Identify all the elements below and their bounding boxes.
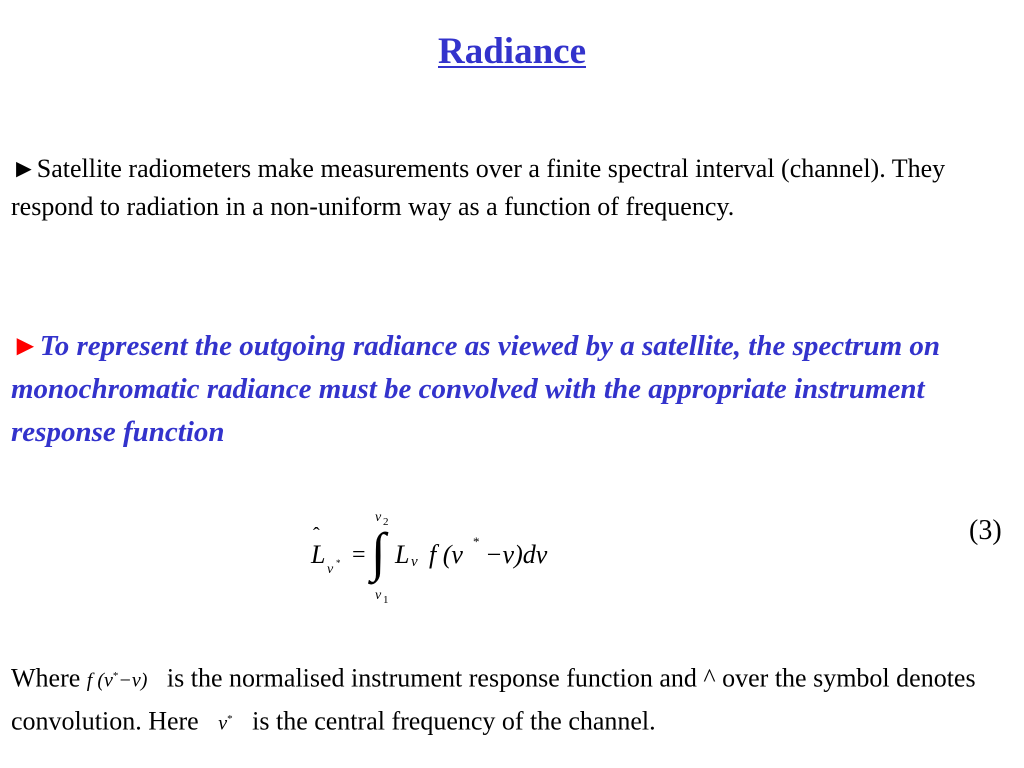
- function-text: f (ν: [429, 540, 463, 569]
- paragraph-where-definition: [11, 657, 1011, 742]
- paragraph3-end: is the central frequency of the channel.: [252, 706, 656, 736]
- equals-sign: =: [352, 542, 366, 568]
- paragraph1-text: Satellite radiometers make measurements over a finite spectral interval (channel). They respond to radiation in a non-uniform way as a function of frequency.: [11, 154, 946, 221]
- lhs-symbol: L: [311, 540, 326, 569]
- inline-central-frequency: [218, 700, 232, 743]
- function-tail: −ν)dν: [485, 540, 548, 569]
- inline-function-tail: −ν): [118, 669, 148, 692]
- inline-nu-star: *: [227, 712, 233, 725]
- function-star: *: [473, 534, 480, 549]
- lower-limit: ν: [375, 588, 382, 603]
- inline-response-function: [87, 657, 148, 700]
- equation-number: (3): [969, 515, 1002, 546]
- paragraph2-text: To represent the outgoing radiance as viewed by a satellite, the spectrum on monochromatic radiance must be convolved with the appropriate instrument response function: [11, 330, 941, 448]
- radiance-convolution-equation: [305, 510, 585, 610]
- paragraph-satellite-radiometers: [11, 150, 1001, 226]
- bullet-arrow-red-icon: ►: [11, 330, 40, 362]
- upper-limit-index: 2: [383, 516, 389, 528]
- lhs-subscript-star: *: [336, 558, 341, 568]
- slide-title: Radiance: [438, 31, 586, 72]
- inline-function-star: *: [112, 670, 119, 682]
- inline-nu: ν: [218, 712, 228, 735]
- lhs-subscript: ν: [327, 562, 334, 577]
- paragraph3-middle: is the normalised instrument response function and ^ over the symbol denotes convolution. Here: [11, 663, 976, 736]
- lower-limit-index: 1: [383, 594, 389, 606]
- paragraph-outgoing-radiance: [11, 325, 1011, 454]
- paragraph3-where: Where: [11, 663, 81, 693]
- integrand-symbol: L: [395, 540, 410, 569]
- inline-function-text: f (ν: [86, 669, 113, 692]
- integral-sign: ∫: [371, 522, 386, 582]
- integrand-subscript: ν: [411, 554, 418, 570]
- bullet-arrow-icon: ►: [11, 154, 37, 183]
- upper-limit: ν: [375, 510, 382, 525]
- hat-accent: ˆ: [313, 524, 320, 546]
